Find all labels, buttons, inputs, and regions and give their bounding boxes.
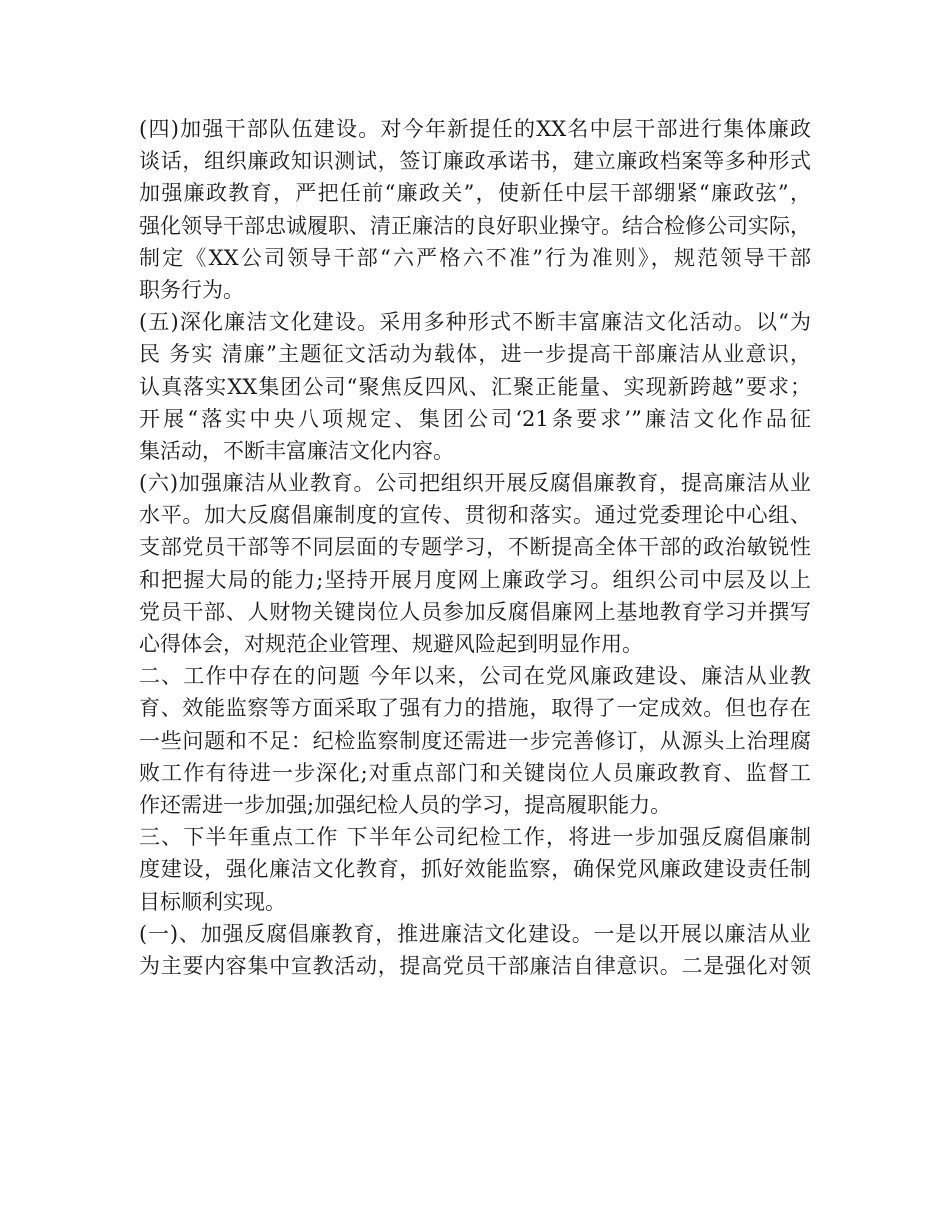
text-line: 二、工作中存在的问题 今年以来，公司在党风廉政建设、廉洁从业教 xyxy=(139,664,811,689)
text-line: 一些问题和不足：纪检监察制度还需进一步完善修订，从源头上治理腐 xyxy=(139,728,811,753)
text-line: 败工作有待进一步深化;对重点部门和关键岗位人员廉政教育、监督工 xyxy=(139,760,811,785)
text-line: (四)加强干部队伍建设。对今年新提任的XX名中层干部进行集体廉政 xyxy=(139,117,811,141)
text-line: 心得体会，对规范企业管理、规避风险起到明显作用。 xyxy=(139,632,643,656)
text-line: (六)加强廉洁从业教育。公司把组织开展反腐倡廉教育，提高廉洁从业 xyxy=(139,471,811,496)
text-line: 三、下半年重点工作 下半年公司纪检工作，将进一步加强反腐倡廉制 xyxy=(139,825,811,850)
text-line: 民 务实 清廉”主题征文活动为载体，进一步提高干部廉洁从业意识， xyxy=(139,342,811,367)
text-line: 党员干部、人财物关键岗位人员参加反腐倡廉网上基地教育学习并撰写 xyxy=(139,599,811,624)
text-line: 为主要内容集中宣教活动，提高党员干部廉洁自律意识。二是强化对领 xyxy=(139,953,811,978)
text-line: 和把握大局的能力;坚持开展月度网上廉政学习。组织公司中层及以上 xyxy=(139,567,811,592)
text-line: 集活动，不断丰富廉洁文化内容。 xyxy=(139,438,454,463)
text-line: 谈话，组织廉政知识测试，签订廉政承诺书，建立廉政档案等多种形式 xyxy=(139,149,811,174)
text-line: 认真落实XX集团公司“聚焦反四风、汇聚正能量、实现新跨越”要求； xyxy=(139,374,811,399)
text-line: 强化领导干部忠诚履职、清正廉洁的良好职业操守。结合检修公司实际， xyxy=(139,213,811,238)
text-line: 目标顺利实现。 xyxy=(139,889,286,914)
text-line: (一)、加强反腐倡廉教育，推进廉洁文化建设。一是以开展以廉洁从业 xyxy=(139,921,811,946)
text-line: 度建设，强化廉洁文化教育，抓好效能监察，确保党风廉政建设责任制 xyxy=(139,857,811,882)
text-line: 职务行为。 xyxy=(139,277,244,302)
text-line: 育、效能监察等方面采取了强有力的措施，取得了一定成效。但也存在 xyxy=(139,696,811,721)
document-body xyxy=(139,113,811,982)
text-line: 水平。加大反腐倡廉制度的宣传、贯彻和落实。通过党委理论中心组、 xyxy=(139,503,811,528)
text-line: 作还需进一步加强;加强纪检人员的学习，提高履职能力。 xyxy=(139,792,672,817)
text-line: (五)深化廉洁文化建设。采用多种形式不断丰富廉洁文化活动。以“为 xyxy=(139,310,811,335)
text-line: 制定《XX公司领导干部“六严格六不准”行为准则》，规范领导干部 xyxy=(139,245,811,270)
text-line: 支部党员干部等不同层面的专题学习，不断提高全体干部的政治敏锐性 xyxy=(139,535,811,560)
text-line: 开展“落实中央八项规定、集团公司‘21条要求’”廉洁文化作品征 xyxy=(139,406,811,431)
text-line: 加强廉政教育，严把任前“廉政关”，使新任中层干部绷紧“廉政弦”， xyxy=(139,181,811,206)
